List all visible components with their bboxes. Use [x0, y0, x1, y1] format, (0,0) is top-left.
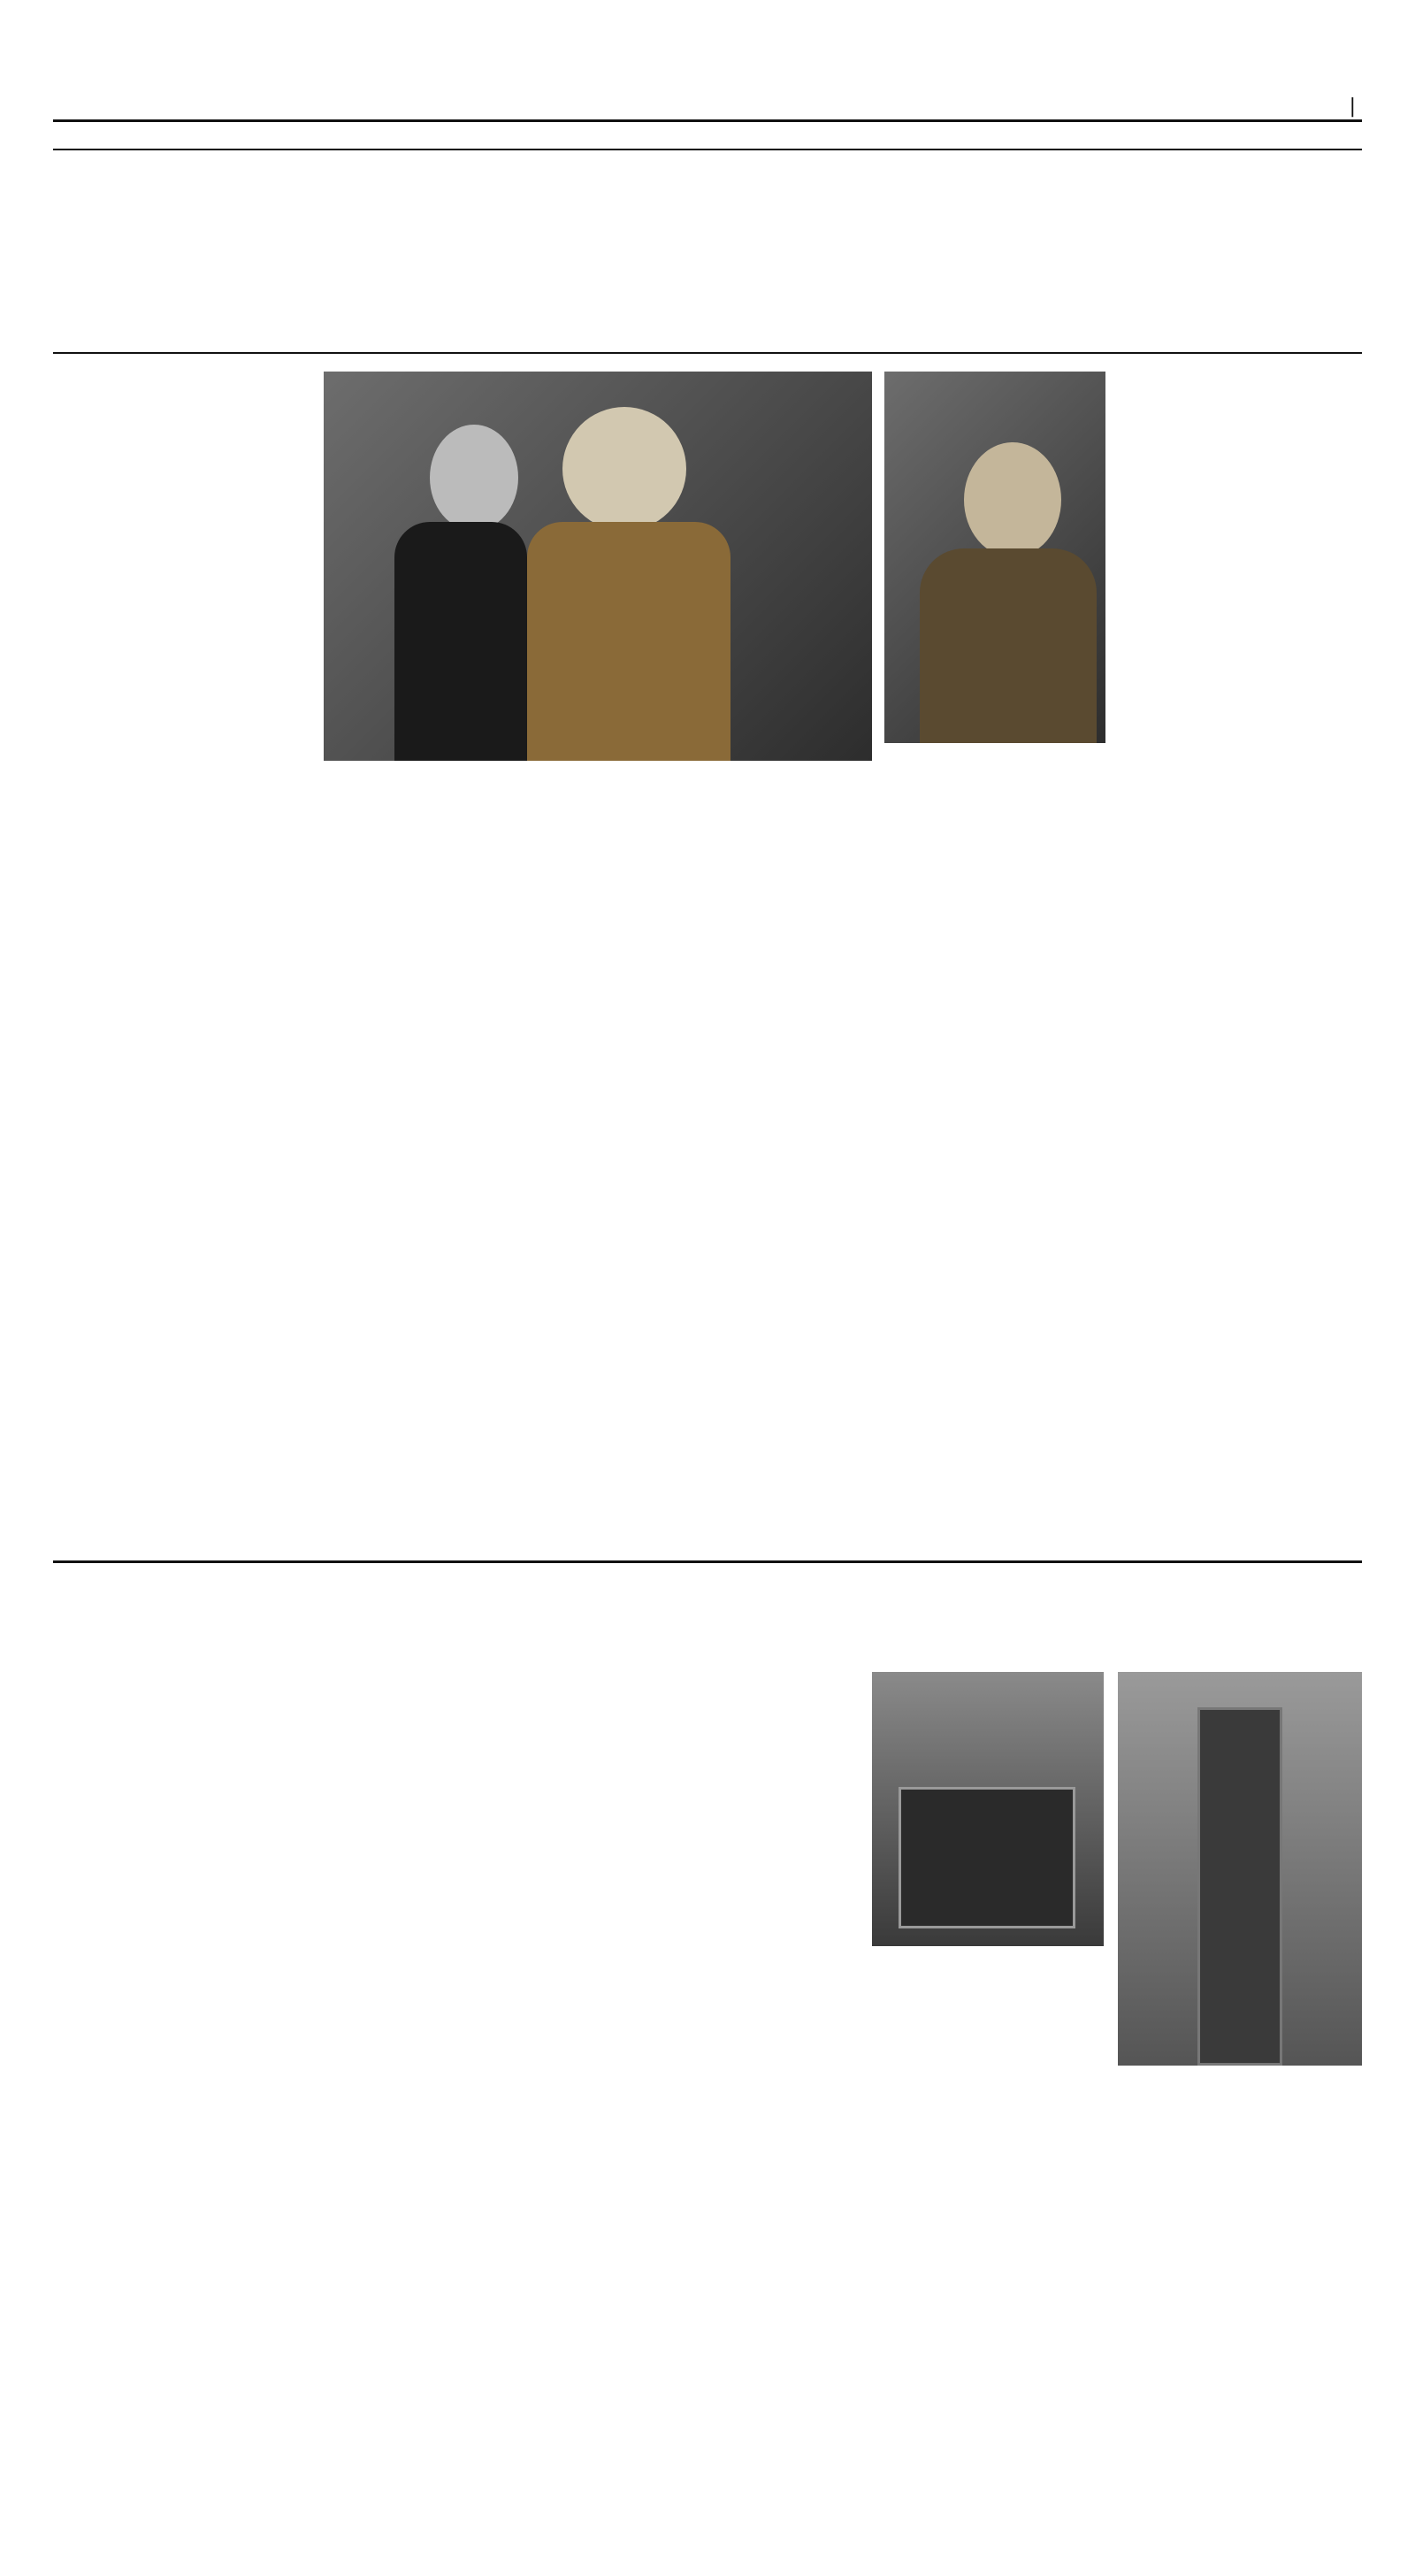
article2-col1	[55, 1672, 320, 2561]
article1-col2	[324, 818, 585, 1552]
article2-col3	[603, 1672, 861, 2561]
article2-col5	[1118, 2150, 1362, 2561]
subhead-2	[884, 836, 1105, 864]
article1-col5	[1118, 363, 1362, 1552]
sub-rule	[53, 352, 1362, 354]
subhead-5	[603, 1681, 861, 1709]
article1-col1	[55, 363, 308, 1552]
article1-col4	[884, 827, 1105, 1552]
dateline: |	[1342, 96, 1362, 118]
article2-col4	[872, 2017, 1104, 2561]
photo-shi-yongxin-npc	[324, 372, 872, 761]
photo-abbot-room	[872, 1672, 1104, 1946]
article2-col2	[333, 1672, 591, 2561]
masthead-rule-2	[53, 149, 1362, 150]
masthead-rule	[53, 119, 1362, 122]
photo-shi-yanlu	[884, 372, 1105, 743]
photo-memorial-stele	[1118, 1672, 1362, 2066]
article1-col3	[610, 818, 872, 1552]
article-divider	[53, 1560, 1362, 1563]
